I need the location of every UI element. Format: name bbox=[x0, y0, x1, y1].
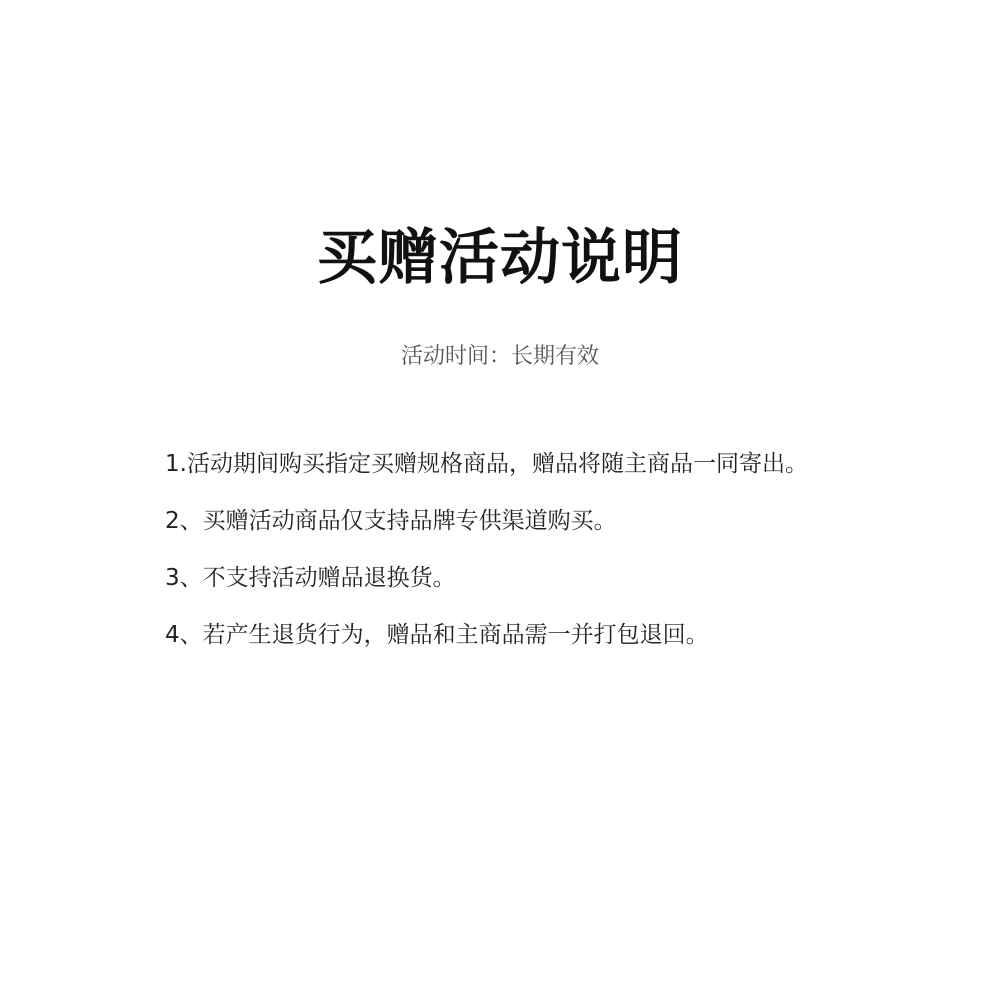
activity-period-text: 活动时间：长期有效 bbox=[400, 344, 599, 369]
page-title: 买赠活动说明 bbox=[317, 223, 683, 293]
rule-item: 3、不支持活动赠品退换货。 bbox=[165, 565, 456, 591]
rule-item: 2、买赠活动商品仅支持品牌专供渠道购买。 bbox=[165, 508, 617, 534]
rule-item: 1.活动期间购买指定买赠规格商品，赠品将随主商品一同寄出。 bbox=[165, 451, 808, 477]
rules-list bbox=[165, 446, 965, 674]
rule-item: 4、若产生退货行为，赠品和主商品需一并打包退回。 bbox=[165, 622, 709, 648]
